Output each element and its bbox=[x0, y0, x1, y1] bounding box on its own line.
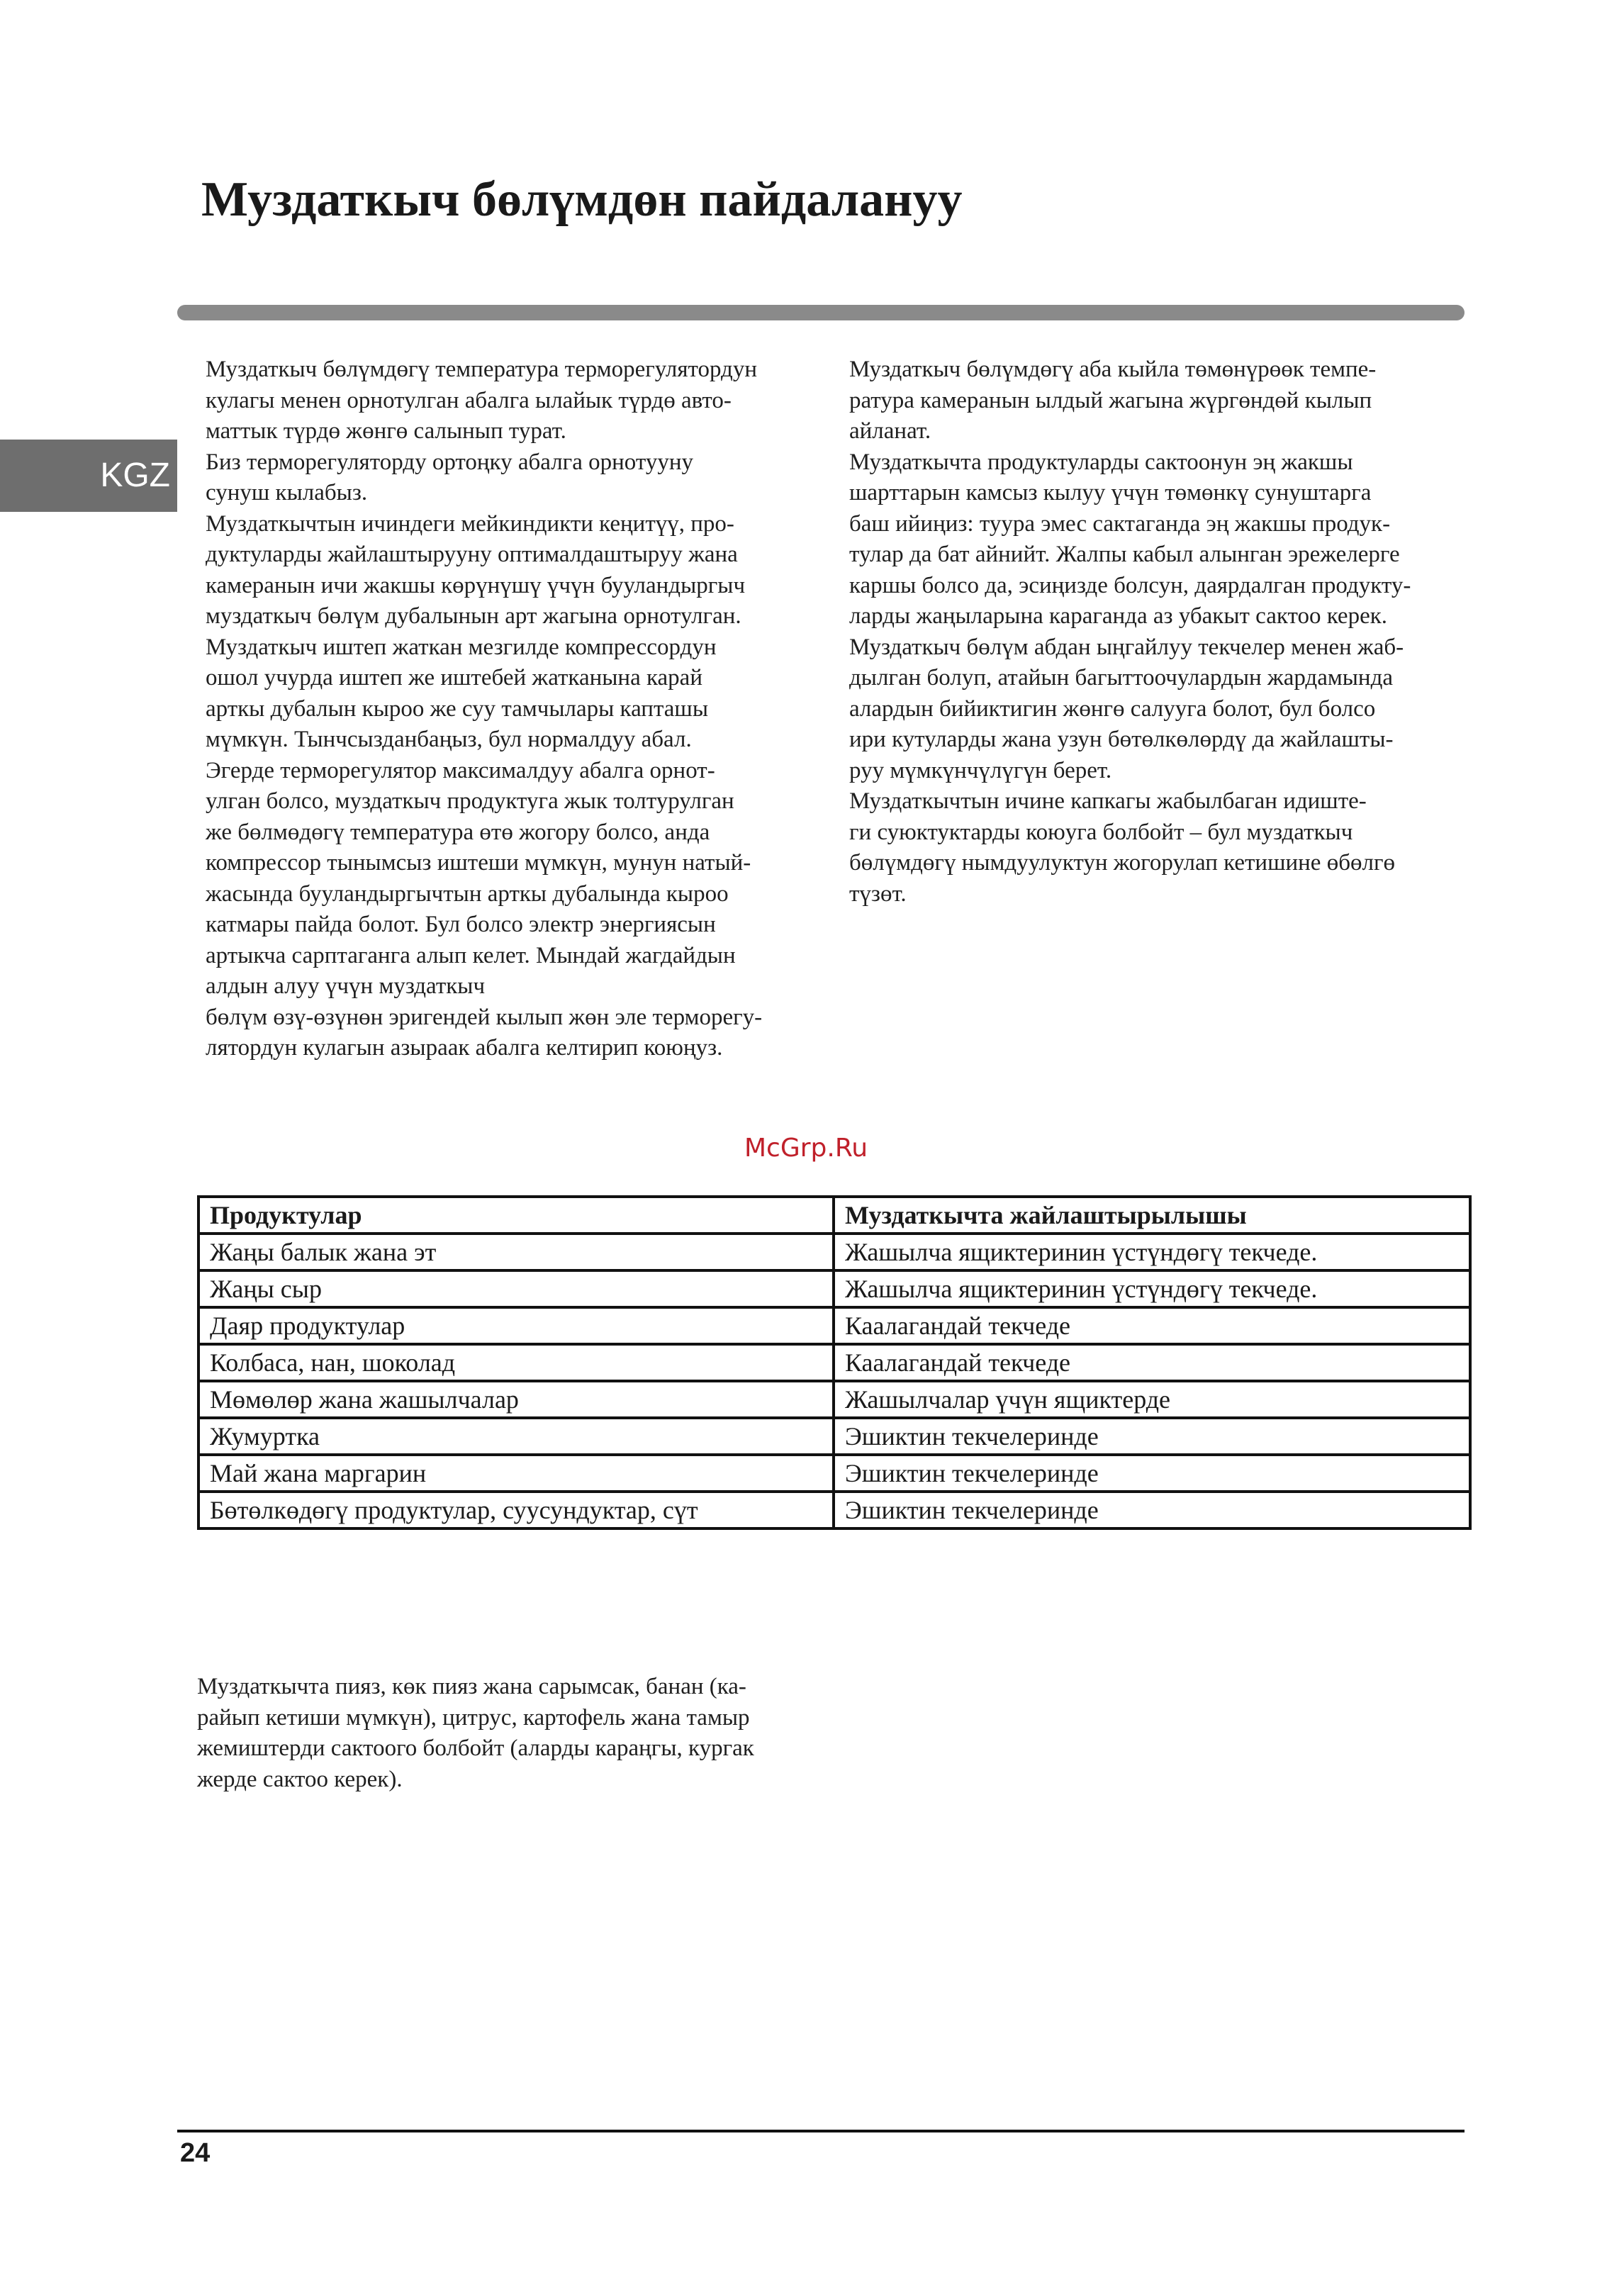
table-row bbox=[198, 1344, 1470, 1381]
text-line: алдын алуу үчүн муздаткыч bbox=[206, 973, 486, 999]
table-header-row bbox=[198, 1197, 1470, 1234]
text-line: ратура камеранын ылдый жагына жүргөндөй кылып bbox=[849, 387, 1372, 413]
product-cell: Мөмөлөр жана жашылчалар bbox=[198, 1381, 834, 1418]
product-cell: Жумуртка bbox=[198, 1418, 834, 1455]
text-line: Муздаткыч бөлүм абдан ыңгайлуу текчелер менен жаб- bbox=[849, 634, 1404, 660]
placement-cell: Жашылча ящиктеринин үстүндөгү текчеде. bbox=[834, 1234, 1470, 1270]
page-title: Муздаткыч бөлүмдөн пайдалануу bbox=[201, 172, 963, 227]
text-line: бөлүм өзү-өзүнөн эригендей кылып жөн эле терморегу- bbox=[206, 1004, 763, 1030]
product-cell: Бөтөлкөдөгү продуктулар, суусундуктар, сүт bbox=[198, 1492, 834, 1528]
language-tab: KGZ bbox=[0, 440, 177, 512]
text-line: дуктуларды жайлаштырууну оптималдаштыруу жана bbox=[206, 542, 738, 567]
text-line: ири кутуларды жана узун бөтөлкөлөрдү да жайлашты- bbox=[849, 727, 1394, 752]
header-placement: Муздаткычта жайлаштырылышы bbox=[834, 1197, 1470, 1234]
text-line: артыкча сарптаганга алып келет. Мындай жагдайдын bbox=[206, 942, 736, 968]
placement-cell: Жашылча ящиктеринин үстүндөгү текчеде. bbox=[834, 1270, 1470, 1307]
text-line: Эгерде терморегулятор максималдуу абалга орнот- bbox=[206, 757, 715, 783]
text-line: катмары пайда болот. Бул болсо электр энергиясын bbox=[206, 912, 716, 937]
storage-note bbox=[197, 1672, 835, 1795]
text-line: Муздаткычта пияз, көк пияз жана сарымсак, банан (ка- bbox=[197, 1674, 746, 1699]
text-line: лятордун кулагын азыраак абалга келтирип коюңуз. bbox=[206, 1035, 723, 1061]
text-line: кулагы менен орнотулган абалга ылайык түрдө авто- bbox=[206, 387, 732, 413]
text-line: улган болсо, муздаткыч продуктуга жык толтурулган bbox=[206, 788, 734, 814]
text-line: түзөт. bbox=[849, 881, 907, 907]
table-row bbox=[198, 1381, 1470, 1418]
placement-cell: Каалагандай текчеде bbox=[834, 1344, 1470, 1381]
footer-rule bbox=[177, 2130, 1465, 2132]
text-line: Биз терморегуляторду ортоңку абалга орнотууну bbox=[206, 449, 693, 475]
product-cell: Даяр продуктулар bbox=[198, 1307, 834, 1344]
table-row bbox=[198, 1492, 1470, 1528]
text-line: ларды жаңыларына караганда аз убакыт сактоо керек. bbox=[849, 603, 1387, 629]
left-text-column bbox=[206, 354, 829, 1064]
placement-cell: Каалагандай текчеде bbox=[834, 1307, 1470, 1344]
storage-table bbox=[197, 1195, 1472, 1530]
title-rule bbox=[177, 305, 1465, 320]
text-line: муздаткыч бөлүм дубалынын арт жагына орнотулган. bbox=[206, 603, 741, 629]
page-number: 24 bbox=[180, 2138, 211, 2168]
text-line: алардын бийиктигин жөнгө салууга болот, бул болсо bbox=[849, 695, 1376, 722]
text-line: каршы болсо да, эсиңизде болсун, даярдалган продукту- bbox=[849, 572, 1411, 598]
right-text-column bbox=[849, 354, 1473, 910]
table-row bbox=[198, 1270, 1470, 1307]
text-line: Муздаткыч иштеп жаткан мезгилде компрессордун bbox=[206, 634, 717, 660]
text-line: арткы дубалын кыроо же суу тамчылары капташы bbox=[206, 695, 709, 722]
text-line: айланат. bbox=[849, 418, 931, 444]
product-cell: Колбаса, нан, шоколад bbox=[198, 1344, 834, 1381]
text-line: Муздаткычтын ичиндеги мейкиндикти кеңитүү, про- bbox=[206, 510, 734, 537]
text-line: ошол учурда иштеп же иштебей жатканына карай bbox=[206, 665, 702, 691]
text-line: камеранын ичи жакшы көрүнүшү үчүн бууландыргыч bbox=[206, 572, 746, 598]
text-line: тулар да бат айнийт. Жалпы кабыл алынган эрежелерге bbox=[849, 542, 1400, 567]
text-line: компрессор тынымсыз иштеши мүмкүн, мунун натый- bbox=[206, 850, 751, 876]
placement-cell: Эшиктин текчелеринде bbox=[834, 1492, 1470, 1528]
table-row bbox=[198, 1418, 1470, 1455]
text-line: ги суюктуктарды коюуга болбойт – бул муздаткыч bbox=[849, 819, 1353, 845]
text-line: Муздаткычтын ичине капкагы жабылбаган идиште- bbox=[849, 788, 1367, 814]
text-line: бөлүмдөгү нымдуулуктун жогорулап кетишине өбөлгө bbox=[849, 850, 1395, 876]
text-line: шарттарын камсыз кылуу үчүн төмөнкү сунуштарга bbox=[849, 480, 1372, 505]
product-cell: Май жана маргарин bbox=[198, 1455, 834, 1492]
text-line: руу мүмкүнчүлүгүн берет. bbox=[849, 757, 1112, 783]
text-line: баш ийиңиз: туура эмес сактаганда эң жакшы продук- bbox=[849, 510, 1391, 537]
table-row bbox=[198, 1455, 1470, 1492]
text-line: жемиштерди сактоого болбойт (аларды караңгы, кургак bbox=[197, 1735, 754, 1761]
text-line: мүмкүн. Тынчсызданбаңыз, бул нормалдуу абал. bbox=[206, 727, 692, 752]
text-line: маттык түрдө жөнгө салынып турат. bbox=[206, 418, 566, 444]
text-line: Муздаткыч бөлүмдөгү температура терморегулятордун bbox=[206, 357, 757, 382]
product-cell: Жаңы балык жана эт bbox=[198, 1234, 834, 1270]
text-line: же бөлмөдөгү температура өтө жогору болсо, анда bbox=[206, 819, 710, 845]
header-products: Продуктулар bbox=[198, 1197, 834, 1234]
text-line: сунуш кылабыз. bbox=[206, 480, 368, 505]
text-line: жерде сактоо керек). bbox=[197, 1766, 403, 1792]
text-line: жасында бууландыргычтын арткы дубалында кыроо bbox=[206, 881, 729, 907]
placement-cell: Жашылчалар үчүн ящиктерде bbox=[834, 1381, 1470, 1418]
text-line: Муздаткычта продуктуларды сактоонун эң жакшы bbox=[849, 449, 1353, 475]
placement-cell: Эшиктин текчелеринде bbox=[834, 1418, 1470, 1455]
table-row bbox=[198, 1307, 1470, 1344]
text-line: райып кетиши мүмкүн), цитрус, картофель жана тамыр bbox=[197, 1704, 750, 1731]
text-line: дылган болуп, атайын багыттоочулардын жардамында bbox=[849, 665, 1394, 691]
text-line: Муздаткыч бөлүмдөгү аба кыйла төмөнүрөөк темпе- bbox=[849, 357, 1377, 382]
table-row bbox=[198, 1234, 1470, 1270]
placement-cell: Эшиктин текчелеринде bbox=[834, 1455, 1470, 1492]
watermark-link[interactable]: McGrp.Ru bbox=[744, 1134, 868, 1163]
product-cell: Жаңы сыр bbox=[198, 1270, 834, 1307]
